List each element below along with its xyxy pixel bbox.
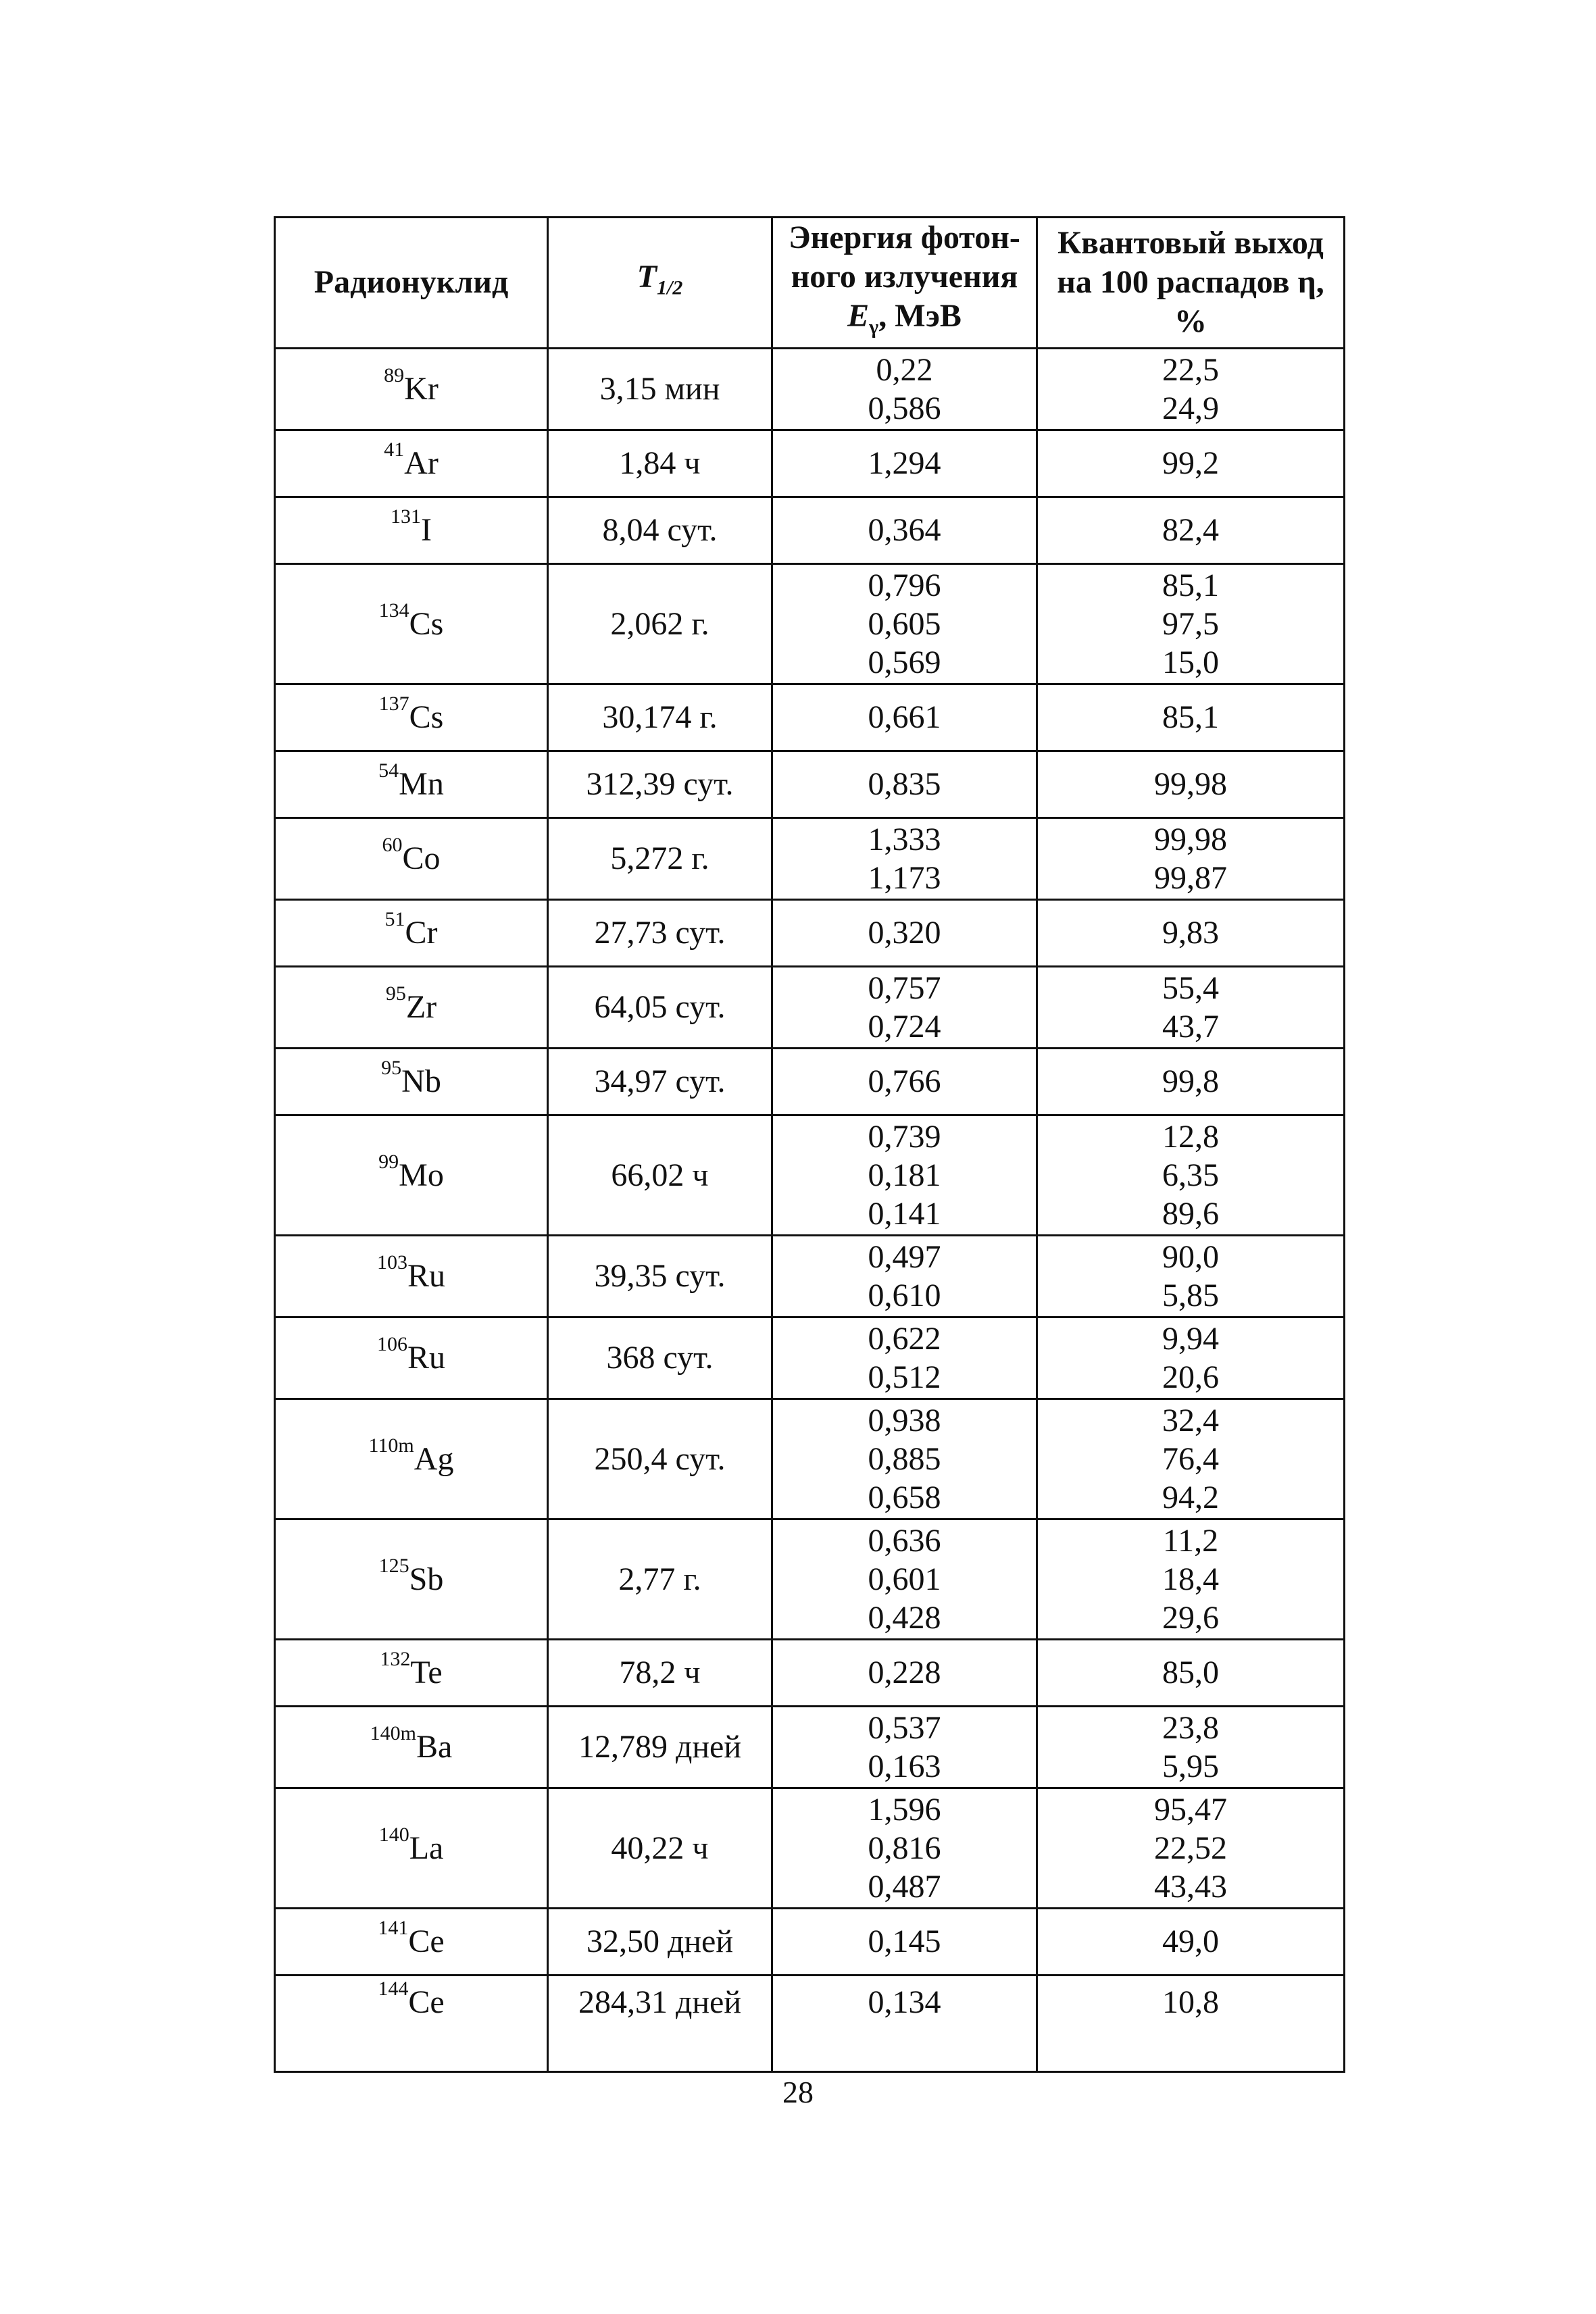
mass-number: 110m [368,1434,414,1457]
mass-number: 106 [376,1333,407,1356]
page-number: 28 [782,2075,814,2109]
yield-cell-value: 6,35 [1162,1157,1219,1193]
half-life-cell: 27,73 сут. [548,899,772,966]
energy-cell [772,818,1037,899]
header-yield: Квантовый выход на 100 распадов η, % [1037,218,1345,349]
energy-cell-value: 0,141 [868,1195,941,1232]
yield-cell [1037,1975,1345,2071]
energy-cell [772,1519,1037,1639]
table-row [275,751,1345,818]
energy-cell-value: 0,724 [868,1008,941,1045]
half-life-cell: 250,4 сут. [548,1399,772,1519]
element-symbol: Ar [404,445,439,482]
energy-cell-value: 0,364 [868,512,941,549]
mass-number: 41 [384,438,405,461]
element-symbol: Te [410,1655,443,1691]
half-life-cell: 39,35 сут. [548,1235,772,1317]
nuclide-cell [275,497,548,563]
energy-cell-value: 0,428 [868,1599,941,1636]
half-life-cell: 66,02 ч [548,1115,772,1235]
yield-cell-value: 18,4 [1162,1561,1219,1597]
yield-cell-value: 85,1 [1162,699,1219,736]
energy-cell-value: 0,885 [868,1440,941,1477]
energy-cell-value: 0,537 [868,1709,941,1746]
energy-cell-value: 0,22 [876,351,933,388]
energy-cell [772,1115,1037,1235]
energy-cell [772,1639,1037,1706]
energy-cell-value: 0,636 [868,1522,941,1559]
table-row [275,1115,1345,1235]
element-symbol: Nb [401,1063,441,1100]
energy-cell-value: 0,512 [868,1359,941,1395]
table-row [275,1519,1345,1639]
yield-cell-value: 76,4 [1162,1440,1219,1477]
energy-cell [772,1908,1037,1975]
half-life-cell: 284,31 дней [548,1975,772,2071]
energy-cell-value: 1,596 [868,1791,941,1828]
yield-cell-value: 99,98 [1154,766,1227,803]
table-row [275,818,1345,899]
energy-cell-value: 0,134 [868,1984,941,2020]
yield-cell-value: 99,2 [1162,445,1219,482]
energy-cell-value: 0,796 [868,567,941,603]
yield-cell [1037,1399,1345,1519]
yield-cell-value: 5,95 [1162,1748,1219,1784]
yield-cell-value: 23,8 [1162,1709,1219,1746]
mass-number: 60 [382,834,403,857]
yield-cell-value: 22,5 [1162,351,1219,388]
energy-cell [772,1317,1037,1399]
energy-cell [772,899,1037,966]
energy-cell-value: 0,145 [868,1923,941,1960]
mass-number: 51 [384,908,405,931]
yield-cell [1037,1115,1345,1235]
energy-cell-value: 0,586 [868,390,941,426]
yield-cell-value: 22,52 [1154,1830,1227,1866]
energy-cell [772,966,1037,1048]
table-row [275,684,1345,751]
energy-cell [772,563,1037,684]
yield-cell-value: 29,6 [1162,1599,1219,1636]
radionuclide-table [274,216,1345,2073]
half-life-cell: 368 сут. [548,1317,772,1399]
nuclide-cell [275,430,548,497]
energy-cell-value: 0,487 [868,1868,941,1905]
nuclide-cell [275,1975,548,2071]
table-row [275,348,1345,430]
energy-cell-value: 0,739 [868,1118,941,1155]
yield-cell-value: 97,5 [1162,605,1219,642]
yield-cell-value: 9,83 [1162,915,1219,951]
energy-cell-value: 0,816 [868,1830,941,1866]
energy-cell [772,1048,1037,1115]
element-symbol: Kr [404,371,439,407]
nuclide-cell [275,684,548,751]
half-life-cell: 2,062 г. [548,563,772,684]
energy-cell-value: 0,835 [868,766,941,803]
half-life-cell: 8,04 сут. [548,497,772,563]
energy-cell-value: 0,622 [868,1320,941,1357]
mass-number: 140 [378,1823,409,1846]
nuclide-cell [275,348,548,430]
yield-cell [1037,1908,1345,1975]
half-life-cell: 32,50 дней [548,1908,772,1975]
half-life-cell: 78,2 ч [548,1639,772,1706]
nuclide-cell [275,751,548,818]
table-row [275,1235,1345,1317]
energy-cell-value: 1,173 [868,859,941,896]
nuclide-cell [275,1317,548,1399]
yield-cell [1037,1519,1345,1639]
element-symbol: Ru [407,1340,445,1376]
energy-cell [772,1235,1037,1317]
nuclide-cell [275,1639,548,1706]
element-symbol: Mo [399,1157,444,1193]
mass-number: 125 [378,1554,409,1577]
mass-number: 95 [381,1057,402,1080]
yield-cell-value: 49,0 [1162,1923,1219,1960]
yield-cell-value: 89,6 [1162,1195,1219,1232]
mass-number: 144 [378,1977,409,2000]
nuclide-cell [275,1706,548,1788]
energy-cell-value: 0,228 [868,1655,941,1691]
nuclide-cell [275,1115,548,1235]
mass-number: 134 [378,599,409,622]
table-row [275,1908,1345,1975]
energy-cell-value: 0,658 [868,1479,941,1515]
yield-cell [1037,1317,1345,1399]
element-symbol: Cs [409,605,444,642]
yield-cell [1037,563,1345,684]
yield-cell [1037,1706,1345,1788]
yield-cell-value: 12,8 [1162,1118,1219,1155]
energy-cell-value: 0,938 [868,1402,941,1438]
energy-cell [772,497,1037,563]
element-symbol: I [421,512,432,549]
element-symbol: Ru [407,1258,445,1294]
half-life-cell: 2,77 г. [548,1519,772,1639]
element-symbol: Ce [408,1984,445,2020]
yield-cell-value: 55,4 [1162,970,1219,1006]
energy-cell-value: 0,320 [868,915,941,951]
table-row [275,1048,1345,1115]
energy-cell [772,1399,1037,1519]
mass-number: 141 [378,1917,409,1940]
nuclide-cell [275,899,548,966]
nuclide-cell [275,1908,548,1975]
yield-cell-value: 85,0 [1162,1655,1219,1691]
element-symbol: Co [402,840,441,877]
half-life-cell: 5,272 г. [548,818,772,899]
header-half-life: $T_{1/2}$ [548,218,772,349]
energy-cell [772,751,1037,818]
half-life-cell: 12,789 дней [548,1706,772,1788]
table-row [275,1788,1345,1908]
mass-number: 89 [384,364,405,387]
yield-cell-value: 11,2 [1162,1522,1219,1559]
yield-cell-value: 5,85 [1162,1277,1219,1313]
nuclide-cell [275,1519,548,1639]
nuclide-cell [275,1048,548,1115]
energy-cell [772,430,1037,497]
energy-cell-value: 0,757 [868,970,941,1006]
element-symbol: La [409,1830,444,1866]
energy-cell-value: 1,333 [868,821,941,857]
yield-cell [1037,899,1345,966]
mass-number: 132 [380,1648,411,1671]
yield-cell [1037,684,1345,751]
element-symbol: Ba [416,1729,453,1765]
yield-cell-value: 24,9 [1162,390,1219,426]
nuclide-cell [275,563,548,684]
element-symbol: Ce [408,1923,445,1960]
yield-cell-value: 85,1 [1162,567,1219,603]
yield-cell-value: 15,0 [1162,644,1219,680]
element-symbol: Mn [399,766,444,803]
table-row [275,966,1345,1048]
yield-cell-value: 95,47 [1154,1791,1227,1828]
half-life-cell: 1,84 ч [548,430,772,497]
mass-number: 140m [370,1722,416,1745]
mass-number: 54 [378,759,399,782]
table-row [275,1399,1345,1519]
table-row [275,430,1345,497]
energy-cell-value: 0,661 [868,699,941,736]
table-row [275,1706,1345,1788]
energy-cell-value: 0,181 [868,1157,941,1193]
yield-cell-value: 43,7 [1162,1008,1219,1045]
table-header-row [275,218,1345,349]
nuclide-cell [275,1235,548,1317]
yield-cell [1037,1639,1345,1706]
yield-cell-value: 94,2 [1162,1479,1219,1515]
element-symbol: Cr [405,915,438,951]
half-life-cell: 3,15 мин [548,348,772,430]
half-life-cell: 30,174 г. [548,684,772,751]
yield-cell-value: 10,8 [1162,1984,1219,2020]
table-body [275,348,1345,2071]
mass-number: 95 [385,982,406,1005]
table-row [275,1975,1345,2071]
energy-cell [772,1788,1037,1908]
element-symbol: Ag [414,1440,454,1477]
energy-cell-value: 0,605 [868,605,941,642]
yield-cell [1037,1048,1345,1115]
yield-cell [1037,1788,1345,1908]
nuclide-cell [275,966,548,1048]
element-symbol: Sb [409,1561,444,1597]
yield-cell [1037,430,1345,497]
element-symbol: Zr [405,989,437,1026]
yield-cell [1037,751,1345,818]
nuclide-cell [275,818,548,899]
energy-cell [772,1706,1037,1788]
yield-cell [1037,966,1345,1048]
energy-cell-value: 0,766 [868,1063,941,1100]
header-nuclide: Радионуклид [275,218,548,349]
yield-cell-value: 99,8 [1162,1063,1219,1100]
yield-cell-value: 20,6 [1162,1359,1219,1395]
energy-cell-value: 0,569 [868,644,941,680]
nuclide-cell [275,1788,548,1908]
table-row [275,497,1345,563]
energy-cell [772,684,1037,751]
element-symbol: Cs [409,699,444,736]
energy-cell-value: 0,601 [868,1561,941,1597]
yield-cell-value: 32,4 [1162,1402,1219,1438]
yield-cell-value: 82,4 [1162,512,1219,549]
mass-number: 131 [391,505,421,528]
yield-cell [1037,348,1345,430]
mass-number: 103 [376,1251,407,1274]
energy-cell [772,1975,1037,2071]
header-energy: Энергия фотон- ного излучения $E_\gamma$, МэВ [772,218,1037,349]
half-life-cell: 312,39 сут. [548,751,772,818]
energy-cell-value: 0,163 [868,1748,941,1784]
energy-cell-value: 1,294 [868,445,941,482]
yield-cell-value: 9,94 [1162,1320,1219,1357]
half-life-cell: 34,97 сут. [548,1048,772,1115]
yield-cell [1037,497,1345,563]
table-row [275,563,1345,684]
energy-cell-value: 0,610 [868,1277,941,1313]
half-life-cell: 40,22 ч [548,1788,772,1908]
yield-cell [1037,1235,1345,1317]
yield-cell-value: 99,87 [1154,859,1227,896]
mass-number: 137 [378,693,409,715]
table-row [275,899,1345,966]
yield-cell [1037,818,1345,899]
energy-cell [772,348,1037,430]
yield-cell-value: 43,43 [1154,1868,1227,1905]
yield-cell-value: 99,98 [1154,821,1227,857]
energy-cell-value: 0,497 [868,1238,941,1275]
yield-cell-value: 90,0 [1162,1238,1219,1275]
nuclide-cell [275,1399,548,1519]
mass-number: 99 [378,1150,399,1173]
table-row [275,1639,1345,1706]
table-row [275,1317,1345,1399]
half-life-cell: 64,05 сут. [548,966,772,1048]
